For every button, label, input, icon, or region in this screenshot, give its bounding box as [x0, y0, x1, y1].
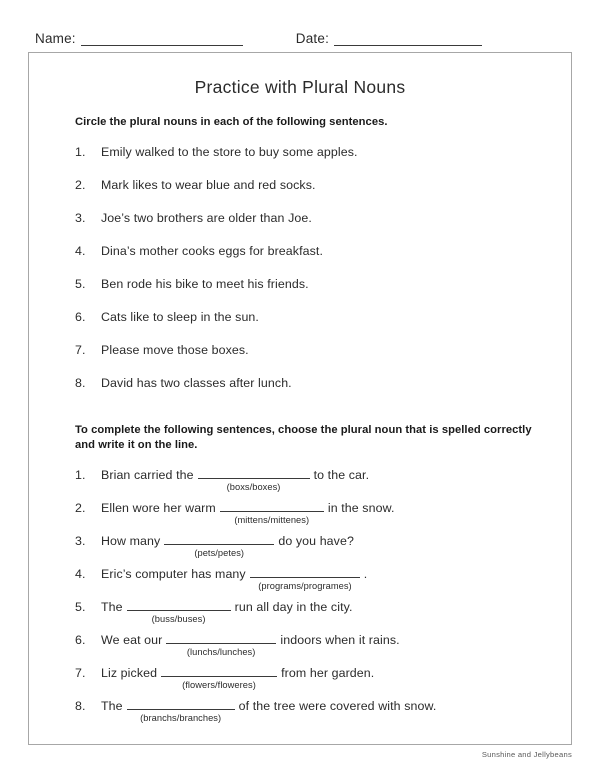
section1-list	[75, 145, 531, 409]
item-number: 8.	[75, 375, 86, 390]
list-item[interactable]	[75, 500, 531, 533]
section2-instruction: To complete the following sentences, choose the plural noun that is spelled correctly and write it on the line.	[75, 423, 532, 451]
answer-blank[interactable]	[166, 632, 276, 644]
spelling-choice-hint: (branchs/branches)	[140, 712, 222, 723]
item-text-before: Ellen wore her warm	[101, 500, 216, 515]
item-sentence[interactable]: Please move those boxes.	[101, 342, 249, 357]
date-field[interactable]	[296, 31, 482, 46]
item-number: 2.	[75, 177, 86, 192]
worksheet-box	[28, 52, 572, 745]
answer-blank[interactable]	[198, 467, 310, 479]
spelling-choice-hint: (lunchs/lunches)	[186, 646, 256, 657]
answer-blank[interactable]	[161, 665, 277, 677]
item-number: 5.	[75, 599, 86, 614]
list-item[interactable]	[75, 310, 531, 343]
list-item[interactable]	[75, 632, 531, 665]
answer-blank[interactable]	[127, 599, 231, 611]
list-item[interactable]	[75, 665, 531, 698]
list-item[interactable]	[75, 277, 531, 310]
list-item[interactable]	[75, 343, 531, 376]
item-text-before: Eric’s computer has many	[101, 566, 246, 581]
section-circle-plural-nouns	[75, 115, 531, 409]
list-item[interactable]	[75, 145, 531, 178]
item-text-before: The	[101, 698, 123, 713]
spelling-choice-hint: (pets/petes)	[194, 547, 245, 558]
spelling-choice-hint: (buss/buses)	[151, 613, 206, 624]
answer-blank[interactable]	[164, 533, 274, 545]
item-text-after: from her garden.	[281, 665, 375, 680]
item-number: 7.	[75, 665, 86, 680]
name-label: Name:	[35, 31, 76, 46]
list-item[interactable]	[75, 244, 531, 277]
item-text-before: How many	[101, 533, 161, 548]
item-sentence[interactable]: Joe’s two brothers are older than Joe.	[101, 210, 312, 225]
item-sentence[interactable]: Ben rode his bike to meet his friends.	[101, 276, 309, 291]
answer-blank[interactable]	[220, 500, 324, 512]
list-item[interactable]	[75, 178, 531, 211]
name-input-rule[interactable]	[81, 33, 243, 46]
item-text-before: We eat our	[101, 632, 163, 647]
item-text-after: do you have?	[278, 533, 354, 548]
item-sentence[interactable]: Cats like to sleep in the sun.	[101, 309, 259, 324]
credit-line: Sunshine and Jellybeans	[481, 750, 572, 759]
item-number: 5.	[75, 276, 86, 291]
item-number: 1.	[75, 467, 86, 482]
worksheet-header	[0, 22, 600, 46]
item-text-after: in the snow.	[327, 500, 395, 515]
list-item[interactable]	[75, 566, 531, 599]
item-number: 1.	[75, 144, 86, 159]
list-item[interactable]	[75, 467, 531, 500]
list-item[interactable]	[75, 533, 531, 566]
list-item[interactable]	[75, 599, 531, 632]
item-text-after: of the tree were covered with snow.	[238, 698, 437, 713]
spelling-choice-hint: (boxs/boxes)	[226, 481, 281, 492]
item-number: 3.	[75, 210, 86, 225]
item-text-before: Liz picked	[101, 665, 158, 680]
item-number: 4.	[75, 243, 86, 258]
date-input-rule[interactable]	[334, 33, 482, 46]
spelling-choice-hint: (mittens/mittenes)	[234, 514, 310, 525]
page-title: Practice with Plural Nouns	[194, 77, 406, 97]
item-number: 6.	[75, 632, 86, 647]
date-label: Date:	[295, 31, 330, 46]
item-sentence[interactable]: David has two classes after lunch.	[101, 375, 292, 390]
list-item[interactable]	[75, 376, 531, 409]
name-field[interactable]	[35, 31, 243, 46]
item-number: 4.	[75, 566, 86, 581]
spelling-choice-hint: (programs/programes)	[258, 580, 352, 591]
item-text-after: .	[363, 566, 368, 581]
item-text-after: indoors when it rains.	[280, 632, 400, 647]
item-number: 3.	[75, 533, 86, 548]
item-sentence[interactable]: Mark likes to wear blue and red socks.	[101, 177, 316, 192]
spelling-choice-hint: (flowers/floweres)	[182, 679, 256, 690]
item-sentence[interactable]: Dina’s mother cooks eggs for breakfast.	[101, 243, 323, 258]
section1-instruction: Circle the plural nouns in each of the following sentences.	[75, 116, 388, 128]
item-number: 7.	[75, 342, 86, 357]
item-text-after: to the car.	[313, 467, 370, 482]
item-text-before: Brian carried the	[101, 467, 194, 482]
section2-list	[75, 467, 531, 731]
item-number: 8.	[75, 698, 86, 713]
list-item[interactable]	[75, 211, 531, 244]
item-number: 6.	[75, 309, 86, 324]
item-text-before: The	[101, 599, 123, 614]
section-choose-correct-spelling	[75, 423, 531, 731]
worksheet-content	[75, 115, 531, 731]
answer-blank[interactable]	[250, 566, 360, 578]
list-item[interactable]	[75, 698, 531, 731]
item-text-after: run all day in the city.	[234, 599, 353, 614]
item-number: 2.	[75, 500, 86, 515]
item-sentence[interactable]: Emily walked to the store to buy some apples.	[101, 144, 358, 159]
answer-blank[interactable]	[127, 698, 235, 710]
